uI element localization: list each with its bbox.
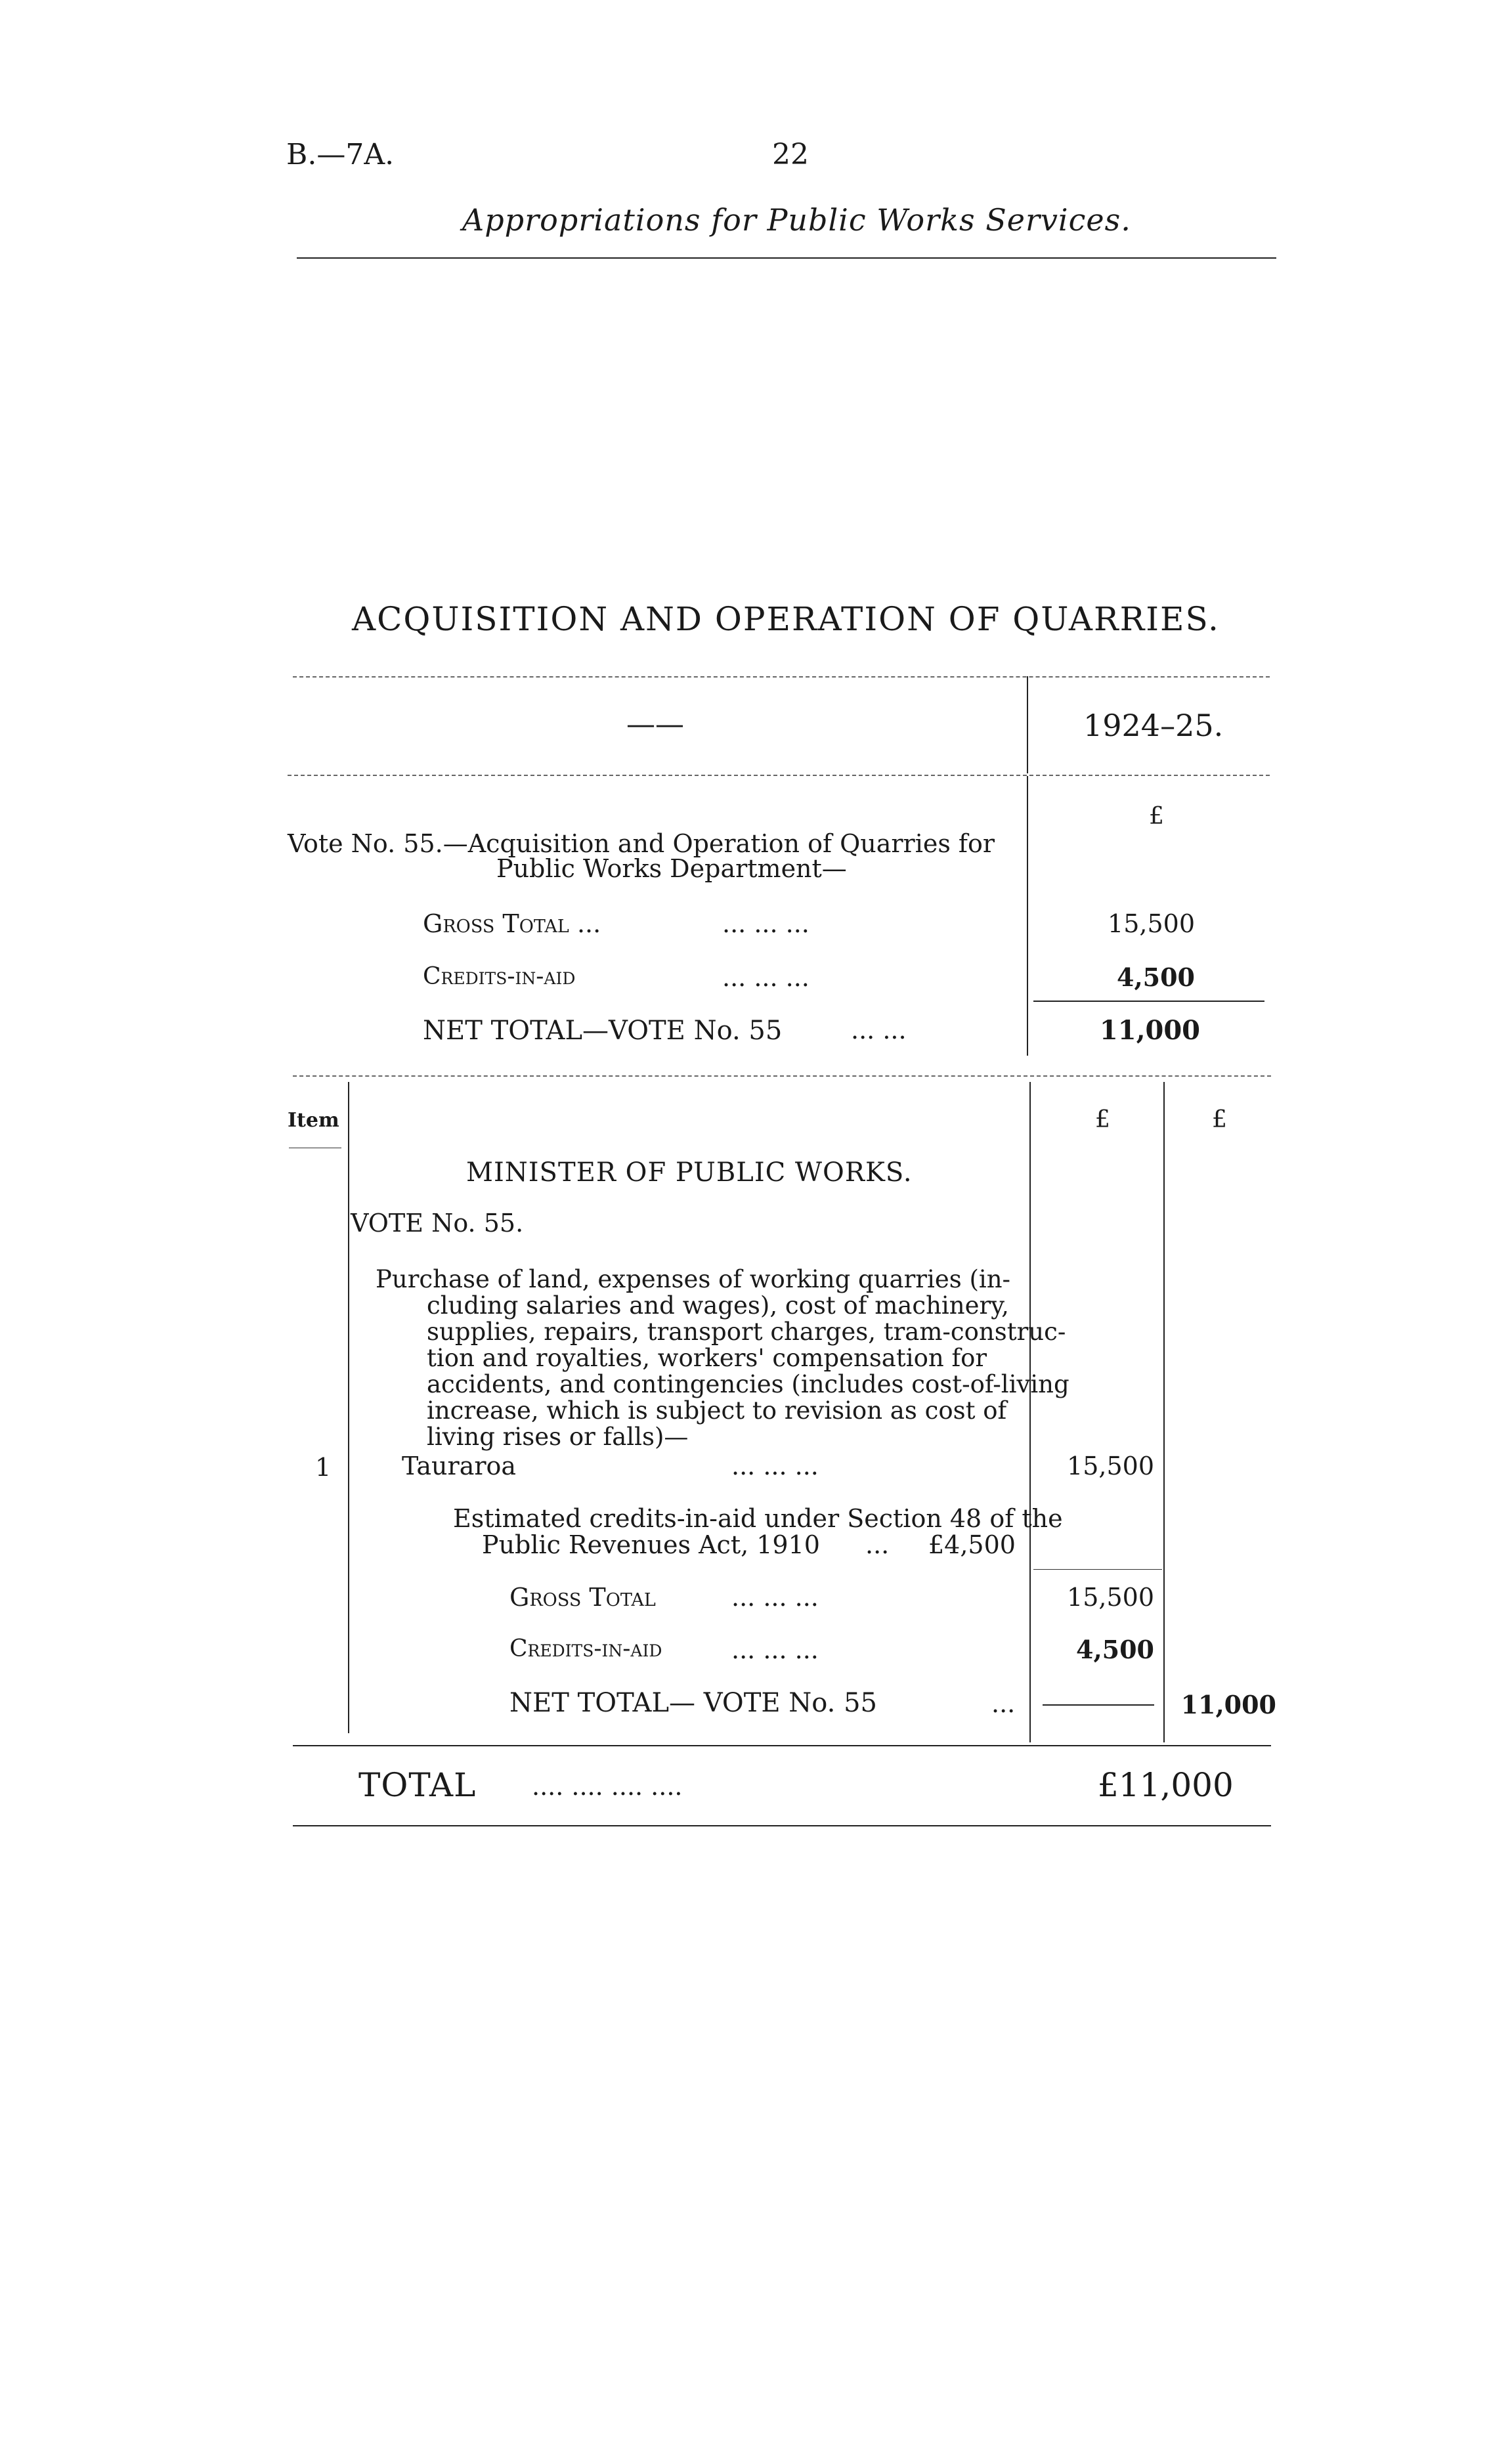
value-column-divider <box>1029 1082 1031 1742</box>
page-title: ACQUISITION AND OPERATION OF QUARRIES. <box>352 600 1220 638</box>
summary-subtotal-rule <box>1033 1001 1264 1002</box>
detail-currency-col2: £ <box>1212 1106 1227 1133</box>
vote-description-line2: Public Works Department— <box>496 854 847 883</box>
total-column-divider <box>1163 1082 1165 1742</box>
summary-value-divider <box>1027 776 1028 1056</box>
summary-credits-value: 4,500 <box>1117 962 1195 992</box>
summary-header-rule <box>288 775 1270 776</box>
running-title: Appropriations for Public Works Services. <box>462 202 1131 238</box>
summary-net-total-dots: ... ... <box>851 1016 907 1045</box>
detail-credits-label: Credits-in-aid <box>509 1635 662 1662</box>
summary-header-divider <box>1027 676 1028 773</box>
estimate-line2: Public Revenues Act, 1910 <box>482 1530 820 1559</box>
detail-credits-value: 4,500 <box>1076 1635 1154 1664</box>
detail-net-total-value: 11,000 <box>1180 1690 1276 1719</box>
grand-total-value: £11,000 <box>1098 1766 1234 1804</box>
description-line: living rises or falls)— <box>427 1423 689 1451</box>
detail-credits-dots: ... ... ... <box>731 1635 819 1664</box>
item-column-divider <box>348 1082 349 1733</box>
detail-currency-col1: £ <box>1095 1106 1110 1133</box>
item-dots: ... ... ... <box>731 1452 819 1480</box>
description-line: accidents, and contingencies (includes cost-of-living <box>427 1370 1069 1398</box>
detail-gross-total-label: Gross Total <box>509 1583 656 1612</box>
summary-gross-total-dots: ... ... ... <box>722 909 810 938</box>
summary-gross-total-label: Gross Total ... <box>423 909 601 938</box>
detail-net-total-label: NET TOTAL— VOTE No. 55 <box>509 1688 877 1718</box>
item-name: Tauraroa <box>402 1452 517 1480</box>
summary-bottom-rule <box>293 1075 1271 1077</box>
grand-total-label: TOTAL <box>358 1766 477 1804</box>
header-rule <box>297 257 1276 259</box>
description-line: Purchase of land, expenses of working quarries (in- <box>376 1265 1011 1293</box>
description-line: tion and royalties, workers' compensation for <box>427 1344 987 1372</box>
item-column-header: Item <box>288 1109 339 1132</box>
description-line: cluding salaries and wages), cost of machinery, <box>427 1291 1009 1320</box>
detail-gross-total-value: 15,500 <box>1067 1583 1154 1612</box>
section-title: MINISTER OF PUBLIC WORKS. <box>466 1157 913 1188</box>
summary-credits-dots: ... ... ... <box>722 963 810 992</box>
vote-description-line1: Vote No. 55.—Acquisition and Operation of Quarries for <box>288 829 995 858</box>
grand-total-top-rule <box>293 1745 1271 1746</box>
item-value: 15,500 <box>1067 1452 1154 1480</box>
summary-credits-label: Credits-in-aid <box>423 963 576 990</box>
grand-total-bottom-rule <box>293 1825 1271 1826</box>
page-number: 22 <box>772 138 809 171</box>
detail-net-total-dots: ... <box>991 1689 1016 1718</box>
description-line: increase, which is subject to revision as cost of <box>427 1396 1007 1425</box>
summary-net-total-value: 11,000 <box>1099 1015 1200 1046</box>
estimate-line1: Estimated credits-in-aid under Section 48 of the <box>453 1504 1063 1533</box>
estimate-amount: £4,500 <box>928 1530 1016 1559</box>
summary-year-header: 1924–25. <box>1083 708 1224 743</box>
summary-gross-total-value: 15,500 <box>1108 909 1195 938</box>
detail-subtotal-rule <box>1033 1569 1162 1570</box>
vote-label: VOTE No. 55. <box>351 1209 524 1238</box>
description-line: supplies, repairs, transport charges, tram-construc- <box>427 1318 1066 1346</box>
grand-total-dots: .... .... .... .... <box>532 1772 683 1801</box>
summary-currency-symbol: £ <box>1149 803 1164 830</box>
estimate-dots: ... <box>865 1530 890 1559</box>
net-total-leader-rule <box>1043 1704 1154 1706</box>
summary-desc-header: —— <box>626 708 684 741</box>
summary-net-total-label: NET TOTAL—VOTE No. 55 <box>423 1016 783 1046</box>
document-reference: B.—7A. <box>286 138 395 171</box>
summary-top-rule <box>293 676 1270 678</box>
item-number: 1 <box>315 1453 332 1482</box>
detail-gross-total-dots: ... ... ... <box>731 1583 819 1612</box>
